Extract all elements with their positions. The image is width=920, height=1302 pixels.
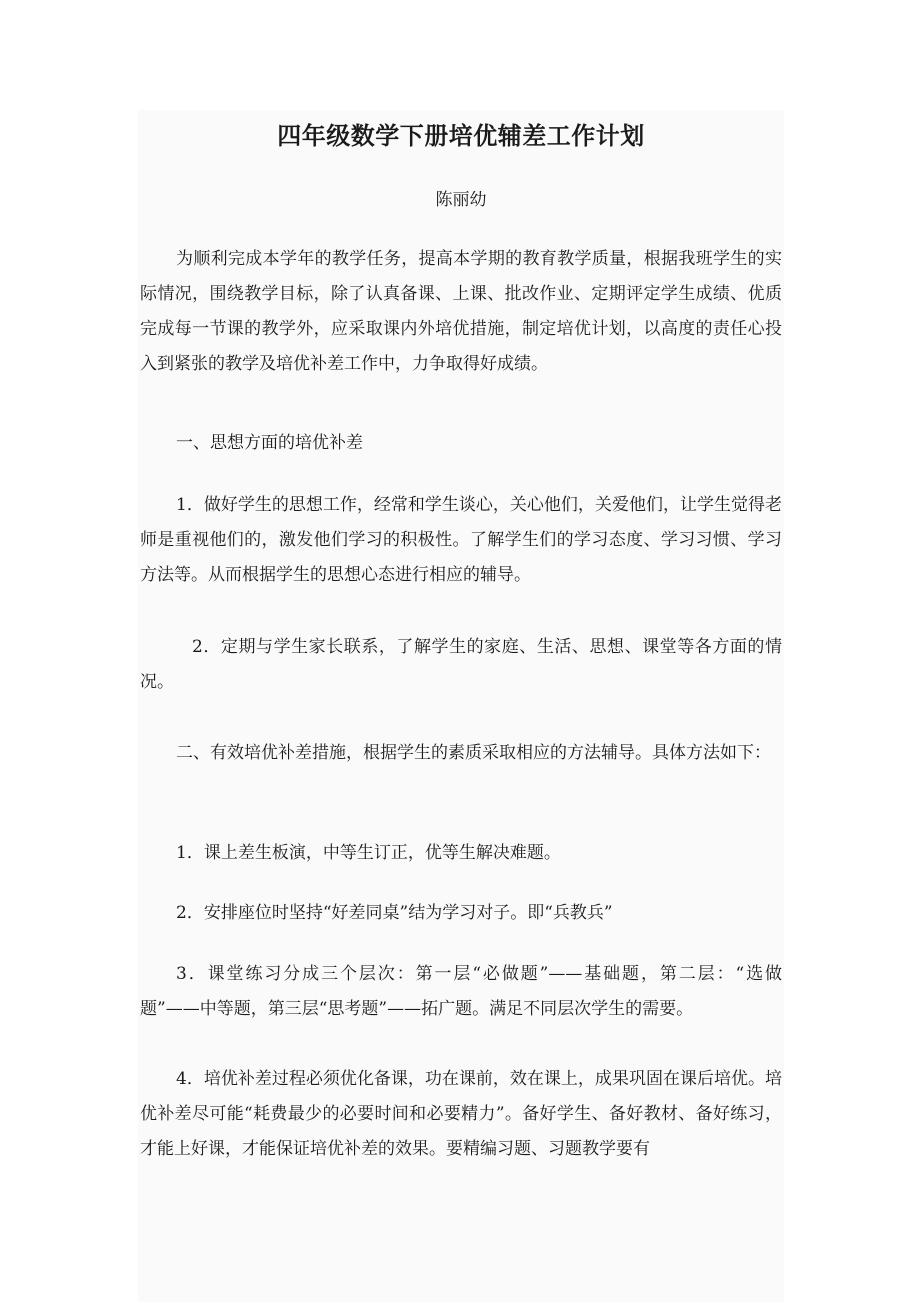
section-2-item-2: 2．安排座位时坚持“好差同桌”结为学习对子。即“兵教兵”	[176, 903, 613, 923]
section-2-item-1: 1．课上差生板演，中等生订正，优等生解决难题。	[176, 843, 561, 863]
section-1-item-1: 1．做好学生的思想工作，经常和学生谈心，关心他们，关爱他们，让学生觉得老师是重视他们的，激发他们学习的积极性。了解学生们的学习态度、学习习惯、学习方法等。从而根据学生的思想心态进行相应的辅导。	[140, 495, 782, 585]
section-heading-1: 一、思想方面的培优补差	[176, 433, 363, 453]
section-2-item-3: 3．课堂练习分成三个层次：第一层“必做题”——基础题，第二层：“选做题”——中等题，第三层“思考题”——拓广题。满足不同层次学生的需要。	[140, 964, 782, 1019]
section-1-item-2: 2．定期与学生家长联系，了解学生的家庭、生活、思想、课堂等各方面的情况。	[140, 637, 782, 692]
section-heading-2: 二、有效培优补差措施，根据学生的素质采取相应的方法辅导。具体方法如下：	[176, 743, 771, 763]
section-2-item-4: 4．培优补差过程必须优化备课，功在课前，效在课上，成果巩固在课后培优。培优补差尽可能“耗费最少的必要时间和必要精力”。备好学生、备好教材、备好练习，才能上好课，才能保证培优补差的效果。要精编习题、习题教学要有	[140, 1069, 782, 1159]
document-author: 陈丽幼	[435, 190, 487, 210]
document-title: 四年级数学下册培优辅差工作计划	[277, 121, 645, 150]
intro-paragraph: 为顺利完成本学年的教学任务，提高本学期的教育教学质量，根据我班学生的实际情况，围绕教学目标，除了认真备课、上课、批改作业、定期评定学生成绩、优质完成每一节课的教学外，应采取课内外培优措施，制定培优计划，以高度的责任心投入到紧张的教学及培优补差工作中，力争取得好成绩。	[140, 249, 782, 374]
